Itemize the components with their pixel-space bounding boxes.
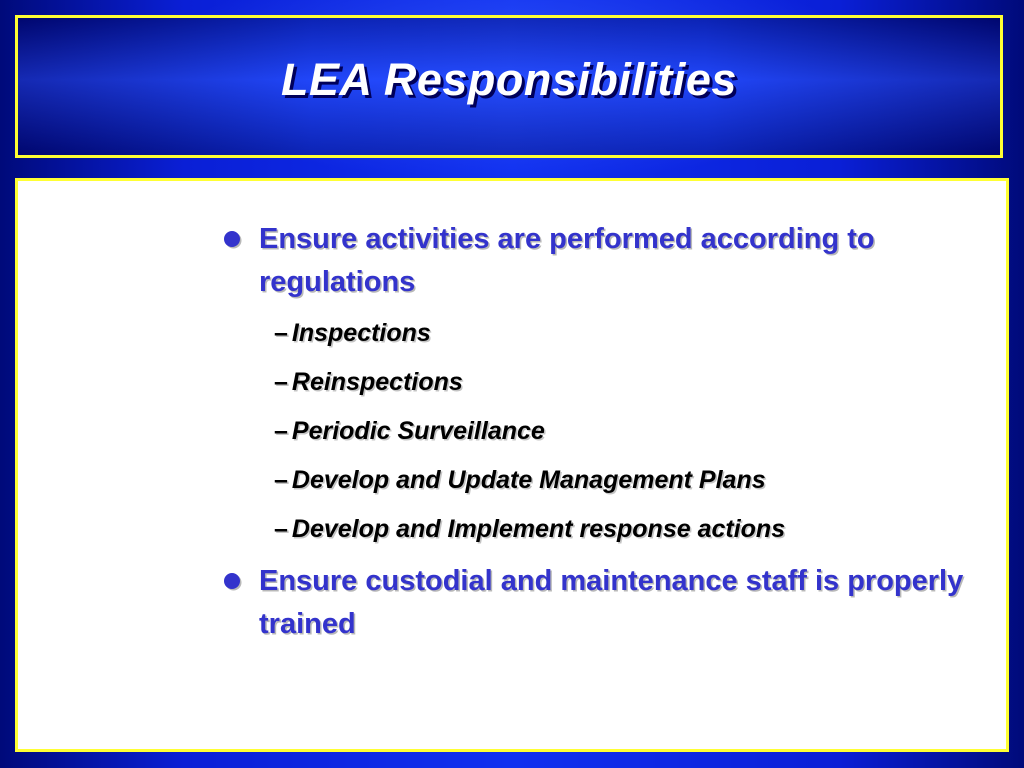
bullet-icon <box>224 573 240 589</box>
sub-bullet-text: Develop and Update Management Plans <box>291 466 766 494</box>
sub-bullet-text: Reinspections <box>291 368 463 396</box>
dash-marker: – <box>274 515 288 543</box>
sub-bullet-item <box>259 358 991 407</box>
dash-marker: – <box>274 368 288 396</box>
bullet-text: Ensure activities are performed according to regulations <box>259 223 875 298</box>
dash-marker: – <box>274 466 288 494</box>
dash-marker: – <box>274 319 288 347</box>
bullet-text: Ensure custodial and maintenance staff is properly trained <box>259 565 964 640</box>
bullet-item <box>221 218 991 554</box>
bullet-item <box>221 560 991 646</box>
sub-bullet-item <box>259 407 991 456</box>
sub-bullet-item <box>259 309 991 358</box>
bullet-icon <box>224 231 240 247</box>
title-panel <box>15 15 1003 158</box>
sub-bullet-text: Develop and Implement response actions <box>291 515 786 543</box>
sub-bullet-item <box>259 505 991 554</box>
dash-marker: – <box>274 417 288 445</box>
content-panel <box>15 178 1009 752</box>
sub-bullet-text: Periodic Surveillance <box>291 417 545 445</box>
sub-bullet-text: Inspections <box>291 319 431 347</box>
sub-bullet-list <box>259 309 991 554</box>
sub-bullet-item <box>259 456 991 505</box>
bullet-list <box>221 218 991 646</box>
slide-title: LEA Responsibilities <box>281 54 737 105</box>
